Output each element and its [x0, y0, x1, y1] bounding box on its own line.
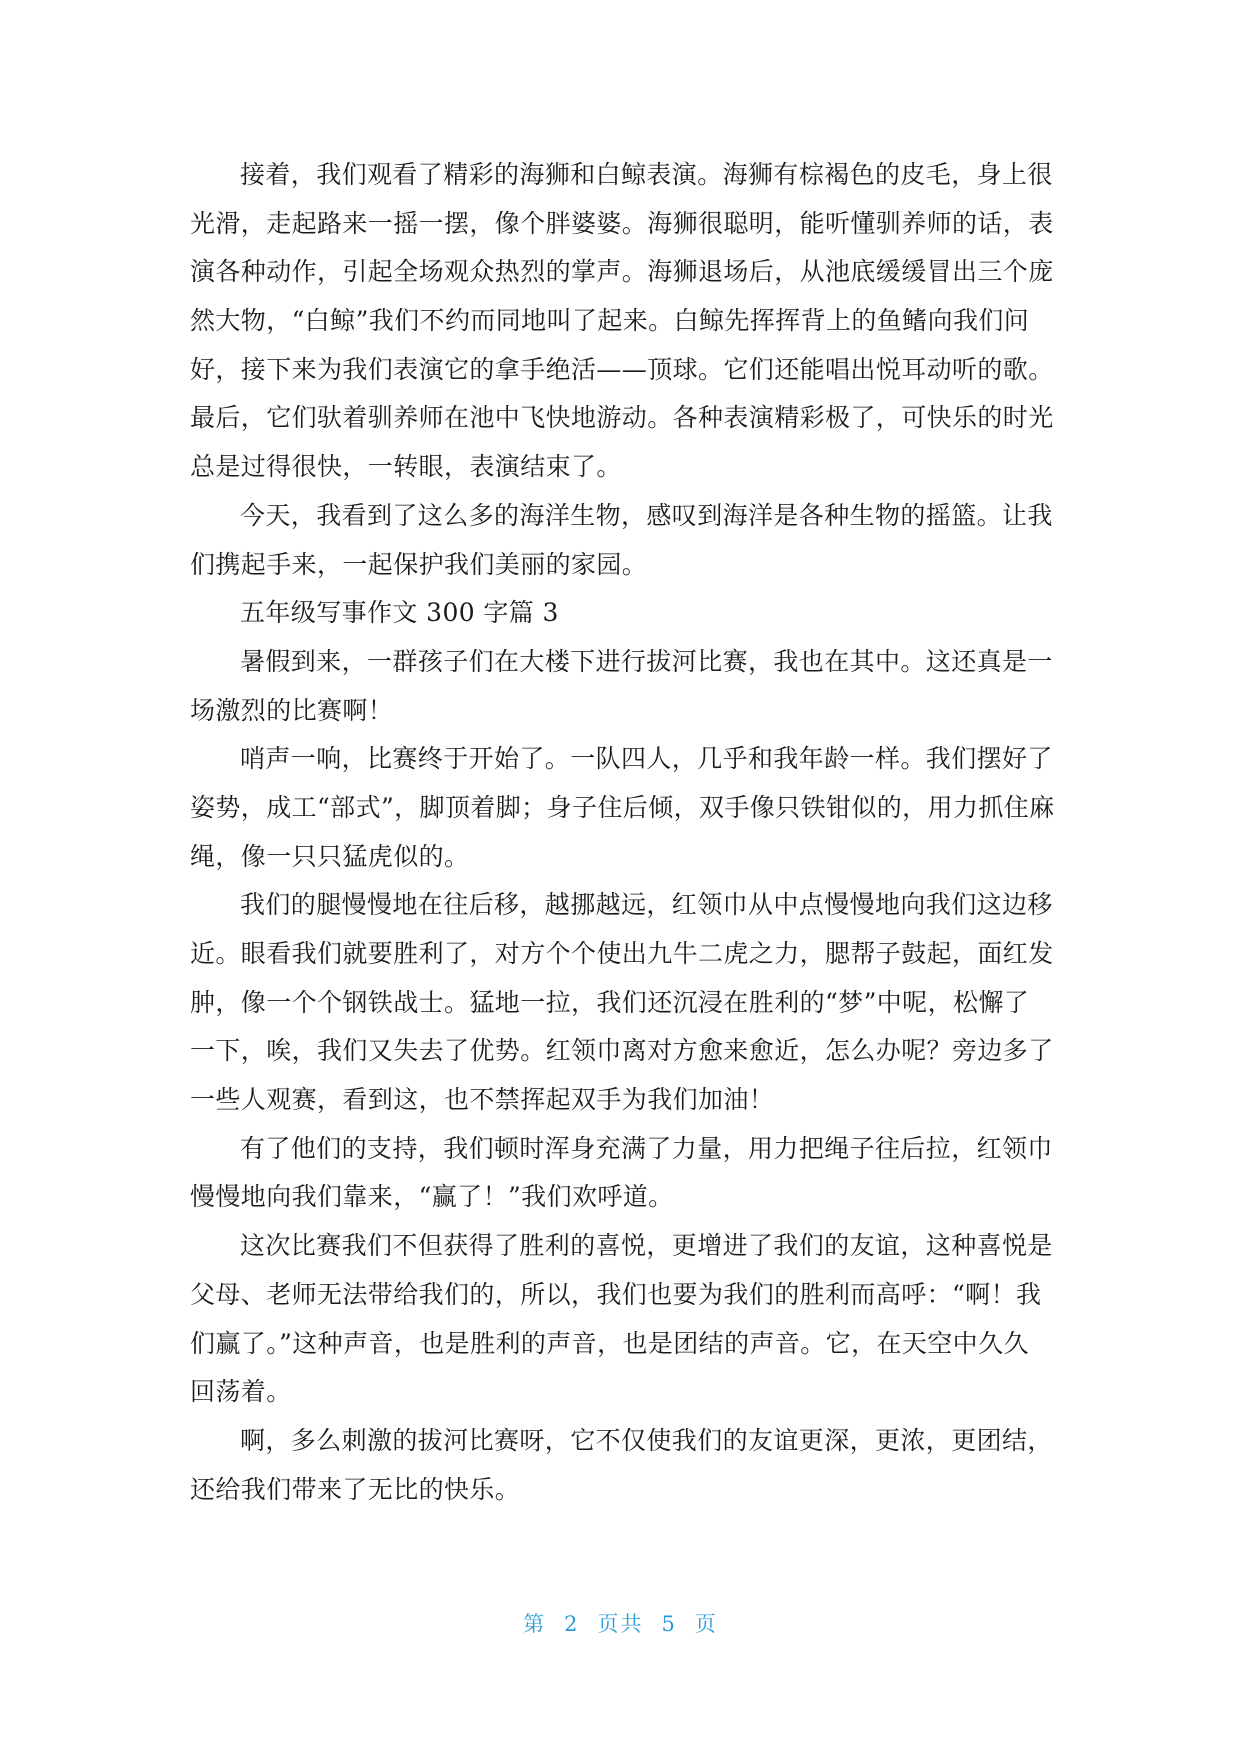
text-line: 近。眼看我们就要胜利了，对方个个使出九牛二虎之力，腮帮子鼓起，面红发 [190, 939, 1054, 968]
text-line: 暑假到来，一群孩子们在大楼下进行拔河比赛，我也在其中。这还真是一 [240, 646, 1053, 676]
page-footer [0, 1608, 1241, 1638]
text-line: 回荡着。 [190, 1377, 292, 1407]
text-line: 一些人观赛，看到这，也不禁挥起双手为我们加油！ [190, 1085, 775, 1115]
text-line: 我们的腿慢慢地在往后移，越挪越远，红领巾从中点慢慢地向我们这边移 [240, 890, 1053, 920]
text-line: 啊，多么刺激的拔河比赛呀，它不仅使我们的友谊更深，更浓，更团结， [240, 1425, 1053, 1455]
text-line: 慢慢地向我们靠来，“赢了！”我们欢呼道。 [190, 1182, 674, 1212]
text-line: 肿，像一个个钢铁战士。猛地一拉，我们还沉浸在胜利的“梦”中呢，松懈了 [190, 987, 1030, 1017]
document-body [190, 151, 1055, 1514]
text-line: 接着，我们观看了精彩的海狮和白鲸表演。海狮有棕褐色的皮毛，身上很 [240, 160, 1053, 189]
text-line: 总是过得很快，一转眼，表演结束了。 [190, 452, 622, 482]
text-line: 们携起手来，一起保护我们美丽的家园。 [190, 549, 648, 579]
footer-current-page: 2 [564, 1612, 580, 1636]
footer-middle: 页共 [597, 1612, 644, 1636]
text-line: 绳，像一只只猛虎似的。 [190, 841, 470, 871]
text-line: 然大物，“白鲸”我们不约而同地叫了起来。白鲸先挥挥背上的鱼鳍向我们问 [190, 306, 1030, 336]
text-line: 还给我们带来了无比的快乐。 [190, 1474, 521, 1504]
text-line: 姿势，成工“部式”，脚顶着脚；身子住后倾，双手像只铁钳似的，用力抓住麻 [190, 792, 1055, 822]
text-line: 光滑，走起路来一摇一摆，像个胖婆婆。海狮很聪明，能听懂驯养师的话，表 [190, 208, 1054, 238]
text-line: 五年级写事作文 300 字篇 3 [240, 598, 559, 628]
text-line: 一下，唉，我们又失去了优势。红领巾离对方愈来愈近，怎么办呢？旁边多了 [190, 1036, 1054, 1066]
footer-suffix: 页 [694, 1612, 718, 1636]
text-line: 好，接下来为我们表演它的拿手绝活——顶球。它们还能唱出悦耳动听的歌。 [190, 354, 1054, 384]
text-line: 场激烈的比赛啊！ [190, 695, 394, 725]
text-line: 今天，我看到了这么多的海洋生物，感叹到海洋是各种生物的摇篮。让我 [240, 500, 1053, 530]
footer-total-pages: 5 [661, 1612, 677, 1636]
text-line: 最后，它们驮着驯养师在池中飞快地游动。各种表演精彩极了，可快乐的时光 [190, 403, 1054, 433]
text-line: 哨声一响，比赛终于开始了。一队四人，几乎和我年龄一样。我们摆好了 [240, 744, 1053, 774]
footer-prefix: 第 [523, 1612, 547, 1636]
text-line: 演各种动作，引起全场观众热烈的掌声。海狮退场后，从池底缓缓冒出三个庞 [190, 257, 1054, 287]
text-line: 有了他们的支持，我们顿时浑身充满了力量，用力把绳子往后拉，红领巾 [240, 1133, 1053, 1163]
text-line: 们赢了。”这种声音，也是胜利的声音，也是团结的声音。它，在天空中久久 [190, 1328, 1029, 1358]
text-line: 父母、老师无法带给我们的，所以，我们也要为我们的胜利而高呼：“啊！我 [190, 1279, 1042, 1309]
text-line: 这次比赛我们不但获得了胜利的喜悦，更增进了我们的友谊，这种喜悦是 [240, 1231, 1053, 1261]
